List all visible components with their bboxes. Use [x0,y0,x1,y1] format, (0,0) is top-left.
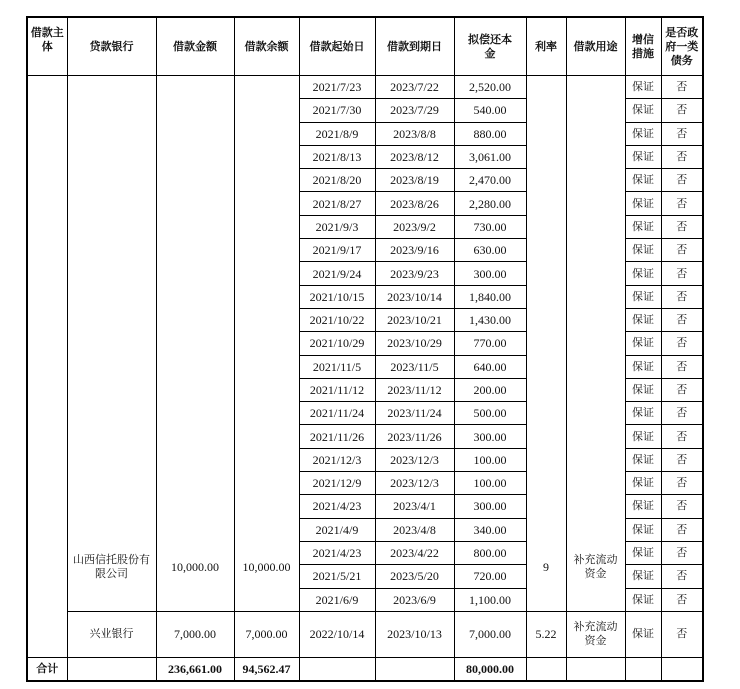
gov-debt-flag: 否 [661,76,703,99]
total-empty [375,657,454,681]
start-date: 2022/10/14 [299,611,375,657]
planned-repay: 340.00 [454,518,526,541]
credit-measure: 保证 [625,239,661,262]
credit-measure: 保证 [625,332,661,355]
gov-debt-flag: 否 [661,355,703,378]
planned-repay: 630.00 [454,239,526,262]
planned-repay: 300.00 [454,262,526,285]
start-date: 2021/4/23 [299,495,375,518]
planned-repay: 1,840.00 [454,285,526,308]
planned-repay: 770.00 [454,332,526,355]
planned-repay: 880.00 [454,122,526,145]
end-date: 2023/9/16 [375,239,454,262]
table-row [27,76,703,99]
credit-measure: 保证 [625,611,661,657]
planned-repay: 500.00 [454,402,526,425]
start-date: 2021/8/27 [299,192,375,215]
gov-debt-flag: 否 [661,472,703,495]
planned-repay: 300.00 [454,495,526,518]
start-date: 2021/11/24 [299,402,375,425]
planned-repay: 800.00 [454,541,526,564]
gov-debt-flag: 否 [661,262,703,285]
header-row [27,17,703,76]
start-date: 2021/8/13 [299,145,375,168]
end-date: 2023/10/13 [375,611,454,657]
end-date: 2023/7/22 [375,76,454,99]
start-date: 2021/10/29 [299,332,375,355]
planned-repay: 100.00 [454,472,526,495]
gov-debt-flag: 否 [661,308,703,331]
gov-debt-flag: 否 [661,378,703,401]
loan-amount: 7,000.00 [156,611,234,657]
bank-name: 兴业银行 [67,611,156,657]
planned-repay: 1,430.00 [454,308,526,331]
col-header-loan-balance: 借款余额 [234,17,299,76]
credit-measure: 保证 [625,308,661,331]
planned-repay: 100.00 [454,448,526,471]
planned-repay: 300.00 [454,425,526,448]
credit-measure: 保证 [625,565,661,588]
credit-measure: 保证 [625,99,661,122]
end-date: 2023/11/12 [375,378,454,401]
planned-repay: 3,061.00 [454,145,526,168]
start-date: 2021/10/22 [299,308,375,331]
gov-debt-flag: 否 [661,611,703,657]
credit-measure: 保证 [625,285,661,308]
total-row [27,657,703,681]
total-label: 合计 [27,657,67,681]
credit-measure: 保证 [625,448,661,471]
planned-repay: 640.00 [454,355,526,378]
start-date: 2021/4/9 [299,518,375,541]
planned-repay: 720.00 [454,565,526,588]
start-date: 2021/9/17 [299,239,375,262]
gov-debt-flag: 否 [661,495,703,518]
bank-name: 山西信托股份有限公司 [67,76,156,612]
credit-measure: 保证 [625,588,661,611]
gov-debt-flag: 否 [661,518,703,541]
end-date: 2023/9/2 [375,215,454,238]
gov-debt-flag: 否 [661,448,703,471]
start-date: 2021/12/9 [299,472,375,495]
credit-measure: 保证 [625,122,661,145]
gov-debt-flag: 否 [661,145,703,168]
credit-measure: 保证 [625,76,661,99]
start-date: 2021/4/23 [299,541,375,564]
end-date: 2023/8/26 [375,192,454,215]
gov-debt-flag: 否 [661,285,703,308]
col-header-credit: 增信措施 [625,17,661,76]
start-date: 2021/9/3 [299,215,375,238]
end-date: 2023/10/29 [375,332,454,355]
gov-debt-flag: 否 [661,425,703,448]
col-header-gov-debt: 是否政府一类债务 [661,17,703,76]
credit-measure: 保证 [625,262,661,285]
planned-repay: 1,100.00 [454,588,526,611]
end-date: 2023/12/3 [375,472,454,495]
gov-debt-flag: 否 [661,541,703,564]
total-amount: 236,661.00 [156,657,234,681]
planned-repay: 2,470.00 [454,169,526,192]
start-date: 2021/11/26 [299,425,375,448]
loan-purpose: 补充流动资金 [566,611,625,657]
total-repay: 80,000.00 [454,657,526,681]
end-date: 2023/8/12 [375,145,454,168]
table-row [27,611,703,657]
planned-repay: 540.00 [454,99,526,122]
total-empty [566,657,625,681]
gov-debt-flag: 否 [661,192,703,215]
start-date: 2021/11/5 [299,355,375,378]
end-date: 2023/10/21 [375,308,454,331]
total-balance: 94,562.47 [234,657,299,681]
col-header-start-date: 借款起始日 [299,17,375,76]
gov-debt-flag: 否 [661,122,703,145]
credit-measure: 保证 [625,541,661,564]
loan-balance: 7,000.00 [234,611,299,657]
interest-rate: 9 [526,76,566,612]
credit-measure: 保证 [625,472,661,495]
end-date: 2023/8/19 [375,169,454,192]
start-date: 2021/8/20 [299,169,375,192]
end-date: 2023/6/9 [375,588,454,611]
end-date: 2023/11/5 [375,355,454,378]
gov-debt-flag: 否 [661,402,703,425]
col-header-planned-repay: 拟偿还本金 [454,17,526,76]
planned-repay: 2,280.00 [454,192,526,215]
planned-repay: 200.00 [454,378,526,401]
end-date: 2023/4/8 [375,518,454,541]
credit-measure: 保证 [625,192,661,215]
loan-balance: 10,000.00 [234,76,299,612]
credit-measure: 保证 [625,145,661,168]
start-date: 2021/7/23 [299,76,375,99]
credit-measure: 保证 [625,378,661,401]
start-date: 2021/11/12 [299,378,375,401]
total-empty [299,657,375,681]
gov-debt-flag: 否 [661,239,703,262]
end-date: 2023/11/26 [375,425,454,448]
end-date: 2023/12/3 [375,448,454,471]
total-empty [526,657,566,681]
gov-debt-flag: 否 [661,332,703,355]
end-date: 2023/11/24 [375,402,454,425]
total-empty [661,657,703,681]
credit-measure: 保证 [625,518,661,541]
start-date: 2021/10/15 [299,285,375,308]
credit-measure: 保证 [625,402,661,425]
loan-table [26,16,704,682]
end-date: 2023/7/29 [375,99,454,122]
col-header-end-date: 借款到期日 [375,17,454,76]
planned-repay: 7,000.00 [454,611,526,657]
col-header-purpose: 借款用途 [566,17,625,76]
loan-amount: 10,000.00 [156,76,234,612]
start-date: 2021/9/24 [299,262,375,285]
end-date: 2023/8/8 [375,122,454,145]
gov-debt-flag: 否 [661,588,703,611]
total-empty [625,657,661,681]
table-body [27,76,703,682]
borrower-cell [27,76,67,658]
total-empty [67,657,156,681]
gov-debt-flag: 否 [661,215,703,238]
loan-purpose: 补充流动资金 [566,76,625,612]
start-date: 2021/7/30 [299,99,375,122]
planned-repay: 730.00 [454,215,526,238]
start-date: 2021/6/9 [299,588,375,611]
col-header-bank: 贷款银行 [67,17,156,76]
gov-debt-flag: 否 [661,565,703,588]
end-date: 2023/5/20 [375,565,454,588]
col-header-rate: 利率 [526,17,566,76]
col-header-loan-amount: 借款金额 [156,17,234,76]
end-date: 2023/4/22 [375,541,454,564]
col-header-borrower: 借款主体 [27,17,67,76]
credit-measure: 保证 [625,425,661,448]
credit-measure: 保证 [625,355,661,378]
gov-debt-flag: 否 [661,99,703,122]
start-date: 2021/5/21 [299,565,375,588]
credit-measure: 保证 [625,169,661,192]
end-date: 2023/9/23 [375,262,454,285]
start-date: 2021/12/3 [299,448,375,471]
start-date: 2021/8/9 [299,122,375,145]
end-date: 2023/10/14 [375,285,454,308]
credit-measure: 保证 [625,215,661,238]
end-date: 2023/4/1 [375,495,454,518]
planned-repay: 2,520.00 [454,76,526,99]
credit-measure: 保证 [625,495,661,518]
interest-rate: 5.22 [526,611,566,657]
gov-debt-flag: 否 [661,169,703,192]
